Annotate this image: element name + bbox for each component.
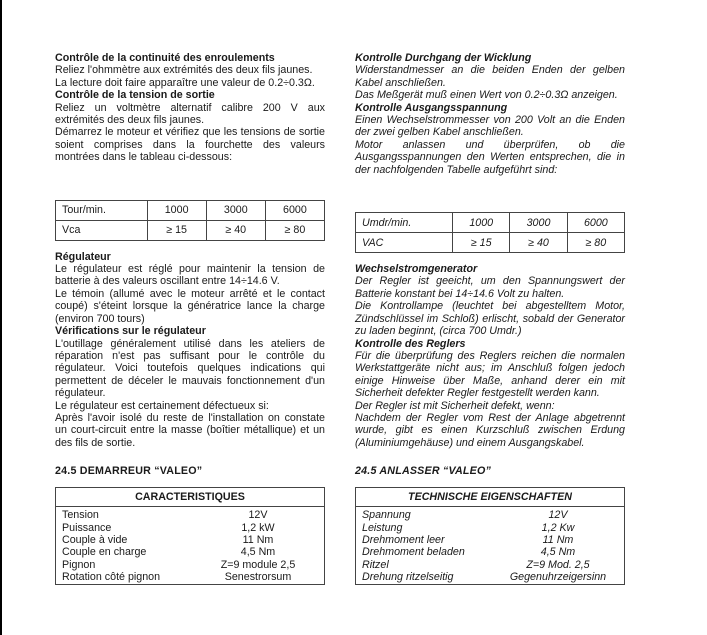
spec-row — [356, 571, 624, 583]
continuity-heading: Kontrolle Durchgang der Wicklung — [355, 52, 532, 64]
table-cell: ≥ 80 — [567, 233, 624, 253]
table-cell: 6000 — [567, 213, 624, 233]
table-row — [356, 233, 625, 253]
section-heading: 24.5 DEMARREUR “VALEO” — [55, 465, 203, 478]
table-cell: 3000 — [206, 200, 265, 220]
checks-text-2: Der Regler ist mit Sicherheit defekt, wenn: — [355, 399, 555, 412]
table-row — [56, 200, 325, 220]
table-cell: ≥ 40 — [206, 220, 265, 240]
spec-row — [56, 571, 324, 583]
continuity-text-1: Widerstandmesser an die beiden Enden der gelben Kabel anschließen. — [355, 64, 625, 89]
specs-table — [55, 487, 325, 584]
continuity-text-2: Das Meßgerät muß einen Wert von 0.2÷0.3Ω anzeigen. — [355, 89, 618, 102]
voltage-heading: Contrôle de la tension de sortie — [55, 89, 215, 102]
spec-row — [356, 546, 624, 558]
voltage-heading: Kontrolle Ausgangsspannung — [355, 101, 508, 114]
regulator-text-2: Le témoin (allumé avec le moteur arrêté et le contact coupé) s'éteint lorsque la génératrice lance la charge (environ 700 tours) — [55, 287, 325, 325]
spec-label: Drehung ritzelseitig — [362, 571, 454, 584]
spec-label: Puissance — [62, 521, 112, 534]
spec-label: Leistung — [362, 521, 403, 534]
spec-row — [356, 559, 624, 571]
spec-value: 12V — [248, 509, 268, 522]
table-row — [356, 213, 625, 233]
continuity-heading: Contrôle de la continuité des enroulements — [55, 52, 275, 64]
regulator-text-1: Der Regler ist geeicht, um den Spannungswert der Batterie konstant bei 14÷14.6 Volt zu halten. — [355, 275, 625, 300]
voltage-text-1: Reliez un voltmètre alternatif calibre 200 V aux extrémités des deux fils jaunes. — [55, 101, 325, 127]
voltage-text-1: Einen Wechselstrommesser von 200 Volt an die Enden der zwei gelben Kabel anschließen. — [355, 114, 625, 139]
table-cell: 6000 — [265, 200, 324, 220]
section-heading: 24.5 ANLASSER “VALEO” — [355, 465, 492, 478]
table-cell: ≥ 40 — [510, 233, 567, 253]
spec-row — [356, 509, 624, 521]
regulator-heading: Régulateur — [55, 250, 111, 263]
specs-table — [355, 487, 625, 584]
checks-text-1: L'outillage généralement utilisé dans les ateliers de réparation n'est pas suffisant pour le contrôle du régulateur. Voici toutefois quelques indications qui permettent de déceler le mauvais fonctionnement d'un régulateur. — [55, 337, 325, 400]
spec-row — [356, 534, 624, 546]
spec-label: Ritzel — [362, 558, 389, 571]
table-cell: VAC — [356, 233, 453, 253]
spec-label: Drehmoment leer — [362, 533, 445, 546]
checks-text-1: Für die überprüfung des Reglers reichen die normalen Werkstattgeräte nicht aus; im Anschluß folgen jedoch einige Hinweise über Maße, anhand derer ein mit Sicherheit defekter Regler festgestellt werden kann. — [355, 349, 625, 400]
spec-value: Gegenuhrzeigersinn — [509, 571, 607, 584]
checks-text-3: Nachdem der Regler vom Rest der Anlage abgetrennt wurde, gibt es einen Kurzschluß zwischen Erdung (Aluminiumgehäuse) und einem Ausgangskabel. — [355, 411, 625, 449]
table-cell: 1000 — [453, 213, 510, 233]
spec-value: 12V — [548, 509, 568, 522]
voltage-text-2: Motor anlassen und überprüfen, ob die Ausgangsspannungen den Werten entsprechen, die in der nachfolgenden Tabelle aufgeführt sind: — [355, 138, 625, 176]
table-cell: ≥ 15 — [147, 220, 206, 240]
page-edge-line — [0, 0, 2, 635]
continuity-text-1: Reliez l'ohmmètre aux extrémités des deux fils jaunes. — [55, 64, 313, 77]
table-cell: 1000 — [147, 200, 206, 220]
checks-heading: Vérifications sur le régulateur — [55, 325, 206, 338]
table-cell: Tour/min. — [56, 200, 148, 220]
spec-label: Spannung — [362, 509, 411, 522]
spec-label: Tension — [62, 509, 99, 522]
table-cell: Umdr/min. — [356, 213, 453, 233]
spec-row — [56, 509, 324, 521]
table-cell: Vca — [56, 220, 148, 240]
spec-value: 11 Nm — [242, 533, 274, 546]
checks-text-3: Après l'avoir isolé du reste de l'installation on constate un court-circuit entre la masse (boîtier métallique) et un des fils de sortie. — [55, 411, 325, 449]
spec-value: Z=9 Mod. 2,5 — [526, 558, 590, 571]
spec-row — [56, 546, 324, 558]
spec-label: Pignon — [62, 558, 96, 571]
regulator-text-1: Le régulateur est réglé pour maintenir la tension de batterie à des valeurs oscillant entre 14÷14.6 V. — [55, 263, 325, 288]
spec-value: 4,5 Nm — [240, 546, 276, 559]
regulator-heading: Wechselstromgenerator — [355, 263, 478, 276]
specs-title: CARACTERISTIQUES — [56, 488, 324, 507]
spec-value: 1,2 kW — [241, 521, 275, 534]
voltage-table — [55, 200, 325, 241]
continuity-text-2: La lecture doit faire apparaître une valeur de 0.2÷0.3Ω. — [55, 76, 315, 89]
table-cell: ≥ 80 — [265, 220, 324, 240]
spec-row — [56, 534, 324, 546]
voltage-table — [355, 212, 625, 253]
spec-value: 11 Nm — [542, 533, 574, 546]
spec-label: Drehmoment beladen — [362, 546, 465, 559]
spec-label: Couple à vide — [62, 533, 128, 546]
table-cell: ≥ 15 — [453, 233, 510, 253]
spec-row — [56, 522, 324, 534]
checks-text-2: Le régulateur est certainement défectueux si: — [55, 399, 269, 412]
french-column — [55, 52, 325, 585]
spec-value: 1,2 Kw — [541, 521, 575, 534]
voltage-text-2: Démarrez le moteur et vérifiez que les tensions de sortie soient comprises dans la fourchette des valeurs montrées dans le tableau ci-dessous: — [55, 126, 325, 164]
table-cell: 3000 — [510, 213, 567, 233]
checks-heading: Kontrolle des Reglers — [355, 337, 466, 350]
regulator-text-2: Die Kontrollampe (leuchtet bei abgestelltem Motor, Zündschlüssel im Schloß) erlischt, sobald der Generator zu laden beginnt, (circa 700 Umdr.) — [355, 300, 625, 338]
spec-value: Senestrorsum — [224, 571, 292, 584]
specs-title: TECHNISCHE EIGENSCHAFTEN — [356, 488, 624, 507]
german-column — [355, 52, 625, 585]
table-row — [56, 220, 325, 240]
spec-label: Rotation côté pignon — [62, 571, 161, 584]
spec-label: Couple en charge — [62, 546, 147, 559]
spec-row — [356, 522, 624, 534]
spec-row — [56, 559, 324, 571]
spec-value: 4,5 Nm — [540, 546, 576, 559]
spec-value: Z=9 module 2,5 — [220, 558, 296, 571]
